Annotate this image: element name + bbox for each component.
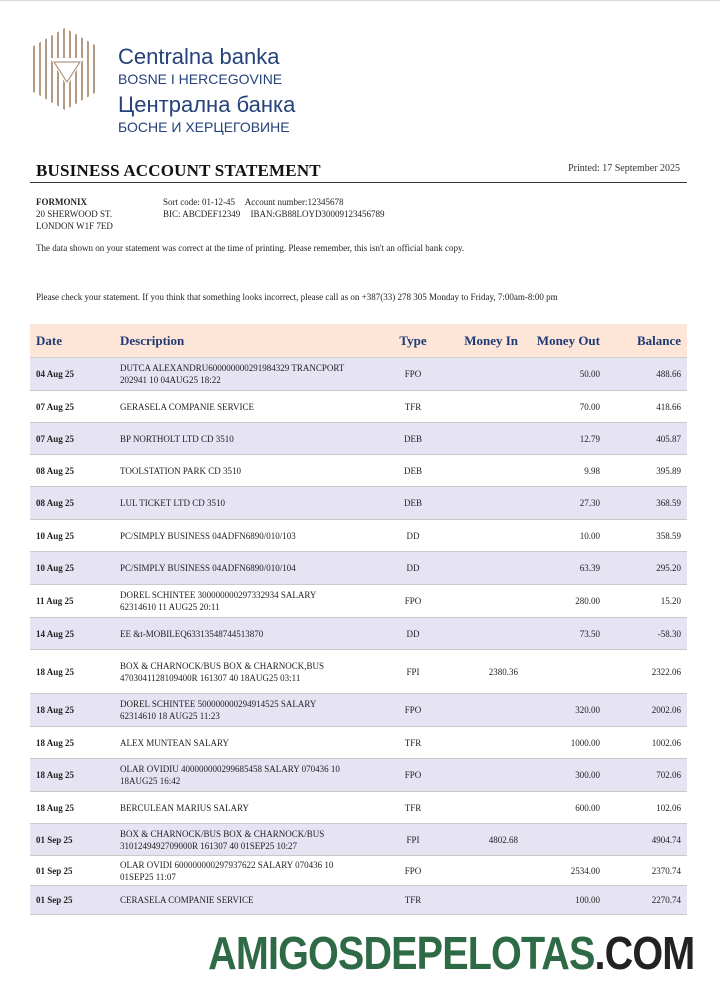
cell-money-out: 9.98 [584,465,600,476]
cell-date: 18 Aug 25 [36,802,75,813]
cell-money-out: 12.79 [579,433,600,444]
cell-balance: 102.06 [656,802,681,813]
cell-money-out: 300.00 [575,770,600,780]
cell-type: FPO [404,770,422,780]
statement-title: BUSINESS ACCOUNT STATEMENT [36,161,321,180]
cell-type: FPI [406,666,420,677]
description-line: LUL TICKET LTD CD 3510 [120,498,225,508]
cell-money-out: 1000.00 [570,737,600,748]
cell-date: 08 Aug 25 [36,465,75,476]
description-line: PC/SIMPLY BUSINESS 04ADFN6890/010/104 [120,563,296,573]
cell-description [114,698,384,722]
cell-type: DD [406,563,420,573]
account-number: Account number:12345678 [244,197,344,207]
cell-date: 18 Aug 25 [36,705,75,715]
table-row [30,856,687,886]
cell-date: 10 Aug 25 [36,530,75,541]
table-header [30,324,687,358]
cell-balance: 702.06 [656,770,681,780]
bank-subtitle-latin: BOSNE I HERCEGOVINE [118,71,283,87]
cell-type: FPI [406,834,420,845]
top-border [0,0,720,1]
cell-balance: 405.87 [656,433,681,444]
description-line: PC/SIMPLY BUSINESS 04ADFN6890/010/103 [120,530,296,541]
table-row [30,650,687,694]
table-row [30,759,687,792]
description-line: EE &t-MOBILEQ63313548744513870 [120,628,264,639]
title-divider [30,182,687,183]
cell-description [114,894,384,906]
cell-type: TFR [404,401,422,412]
customer-address-line1: 20 SHERWOOD ST. [36,209,113,219]
table-row [30,824,687,856]
description-line: 18AUG25 16:42 [120,776,181,786]
cell-date: 18 Aug 25 [36,770,75,780]
table-row [30,520,687,552]
bank-name-latin: Centralna banka [118,44,280,69]
header-date: Date [36,332,62,348]
description-line: OLAR OVIDIU 400000000299685458 SALARY 070436 10 [120,764,340,774]
header-type: Type [399,332,427,348]
description-line: GERASELA COMPANIE SERVICE [120,401,254,412]
cell-balance: 1002.06 [651,737,681,748]
description-line: DOREL SCHINTEE 300000000297332934 SALARY [120,590,317,600]
header-money-in: Money In [464,332,518,348]
description-line: 62314610 11 AUG25 20:11 [120,602,220,612]
description-line: 01SEP25 11:07 [120,871,176,882]
cell-date: 11 Aug 25 [36,596,74,606]
site-watermark [208,926,694,980]
table-row [30,886,687,915]
cell-type: TFR [404,895,422,905]
iban: IBAN:GB88LOYD30009123456789 [250,209,385,219]
cell-money-out: 73.50 [579,628,600,639]
customer-address-line2: LONDON W1F 7ED [36,221,113,231]
cell-type: DEB [404,498,422,508]
cell-money-out: 70.00 [579,401,600,412]
cell-money-out: 27.30 [579,498,600,508]
cell-balance: 368.59 [656,498,681,508]
table-row [30,487,687,520]
cell-description [114,497,384,509]
cell-date: 18 Aug 25 [36,666,75,677]
table-row [30,455,687,487]
cell-money-out: 100.00 [575,895,600,905]
cell-date: 01 Sep 25 [36,895,73,905]
customer-name: FORMONIX [36,197,87,207]
cell-type: FPO [404,705,422,715]
cell-description [114,401,384,413]
table-body [30,358,687,915]
description-line: 3101249492709000R 161307 40 01SEP25 10:27 [120,840,298,851]
cell-balance: -58.30 [657,628,681,639]
cell-description [114,562,384,574]
cell-date: 18 Aug 25 [36,737,75,748]
table-row [30,358,687,391]
header-description: Description [120,332,185,348]
bank-logo-icon [30,28,100,110]
table-row [30,694,687,727]
account-details [163,196,393,220]
contact-note: Please check your statement. If you think that something looks incorrect, please call as on +387(33) 278 305 Monday to Friday, 7:00am-8:00 pm [36,292,558,302]
cell-date: 08 Aug 25 [36,498,75,508]
printed-date: Printed: 17 September 2025 [568,163,680,174]
cell-description [114,828,384,852]
cell-money-out: 2534.00 [570,865,600,876]
transactions-table [30,324,687,915]
description-line: DUTCA ALEXANDRU600000000291984329 TRANCPORT [120,363,345,373]
cell-description [114,859,384,883]
cell-balance: 488.66 [656,369,681,379]
cell-date: 07 Aug 25 [36,433,75,444]
cell-description [114,433,384,445]
cell-type: DD [406,628,420,639]
cell-balance: 418.66 [656,401,681,412]
cell-type: FPO [404,369,422,379]
disclaimer-note: The data shown on your statement was correct at the time of printing. Please remember, this isn't an official bank copy. [36,243,465,253]
cell-balance: 295.20 [656,563,681,573]
table-row [30,391,687,423]
cell-description [114,362,384,386]
cell-description [114,737,384,749]
description-line: TOOLSTATION PARK CD 3510 [120,465,242,476]
description-line: OLAR OVIDI 600000000297937622 SALARY 070436 10 [120,859,334,870]
description-line: BOX & CHARNOCK/BUS BOX & CHARNOCK/BUS [120,828,325,839]
description-line: BP NORTHOLT LTD CD 3510 [120,433,234,444]
cell-balance: 2002.06 [651,705,681,715]
cell-balance: 395.89 [656,465,681,476]
table-row [30,585,687,618]
cell-balance: 2322.06 [651,666,681,677]
watermark-suffix: .COM [594,927,694,979]
cell-money-out: 280.00 [575,596,600,606]
cell-description [114,465,384,477]
description-line: CERASELA COMPANIE SERVICE [120,895,254,905]
cell-balance: 2370.74 [651,865,681,876]
cell-money-out: 50.00 [579,369,600,379]
table-row [30,792,687,824]
cell-date: 04 Aug 25 [36,369,75,379]
description-line: 202941 10 04AUG25 18:22 [120,375,221,385]
cell-date: 10 Aug 25 [36,563,75,573]
cell-description [114,660,384,684]
cell-money-out: 600.00 [575,802,600,813]
cell-balance: 2270.74 [651,895,681,905]
watermark-main: AMIGOSDEPELOTAS [207,927,595,979]
table-row [30,423,687,455]
cell-type: DD [406,530,420,541]
description-line: BERCULEAN MARIUS SALARY [120,802,250,813]
cell-balance: 4904.74 [651,834,681,845]
table-row [30,552,687,585]
cell-type: TFR [404,737,422,748]
cell-balance: 15.20 [660,596,681,606]
sort-code: Sort code: 01-12-45 [163,197,235,207]
bank-subtitle-cyrillic: БОСНЕ И ХЕРЦЕГОВИНЕ [118,119,290,135]
cell-description [114,589,384,613]
bank-name-cyrillic: Централна банка [118,92,296,117]
bank-name-block [118,44,295,140]
header-money-out: Money Out [536,332,600,348]
cell-type: FPO [404,865,422,876]
table-row [30,727,687,759]
cell-description [114,763,384,787]
cell-money-in: 4802.68 [488,834,518,845]
cell-date: 14 Aug 25 [36,628,75,639]
cell-date: 01 Sep 25 [36,834,73,845]
cell-type: DEB [404,433,422,444]
description-line: ALEX MUNTEAN SALARY [120,737,229,748]
cell-description [114,530,384,542]
description-line: 4703041128109400R 161307 40 18AUG25 03:11 [120,672,301,683]
cell-description [114,628,384,640]
description-line: DOREL SCHINTEE 500000000294914525 SALARY [120,699,317,709]
cell-money-in: 2380.36 [488,666,518,677]
cell-balance: 358.59 [656,530,681,541]
cell-date: 01 Sep 25 [36,865,73,876]
description-line: BOX & CHARNOCK/BUS BOX & CHARNOCK,BUS [120,660,325,671]
cell-money-out: 320.00 [575,705,600,715]
cell-description [114,802,384,814]
cell-date: 07 Aug 25 [36,401,75,412]
table-row [30,618,687,650]
bic-code: BIC: ABCDEF12349 [163,209,241,219]
cell-type: TFR [404,802,422,813]
cell-money-out: 63.39 [579,563,600,573]
cell-type: FPO [404,596,422,606]
cell-money-out: 10.00 [579,530,600,541]
cell-type: DEB [404,465,422,476]
header-balance: Balance [636,332,681,348]
customer-address [36,196,113,232]
description-line: 62314610 18 AUG25 11:23 [120,711,220,721]
